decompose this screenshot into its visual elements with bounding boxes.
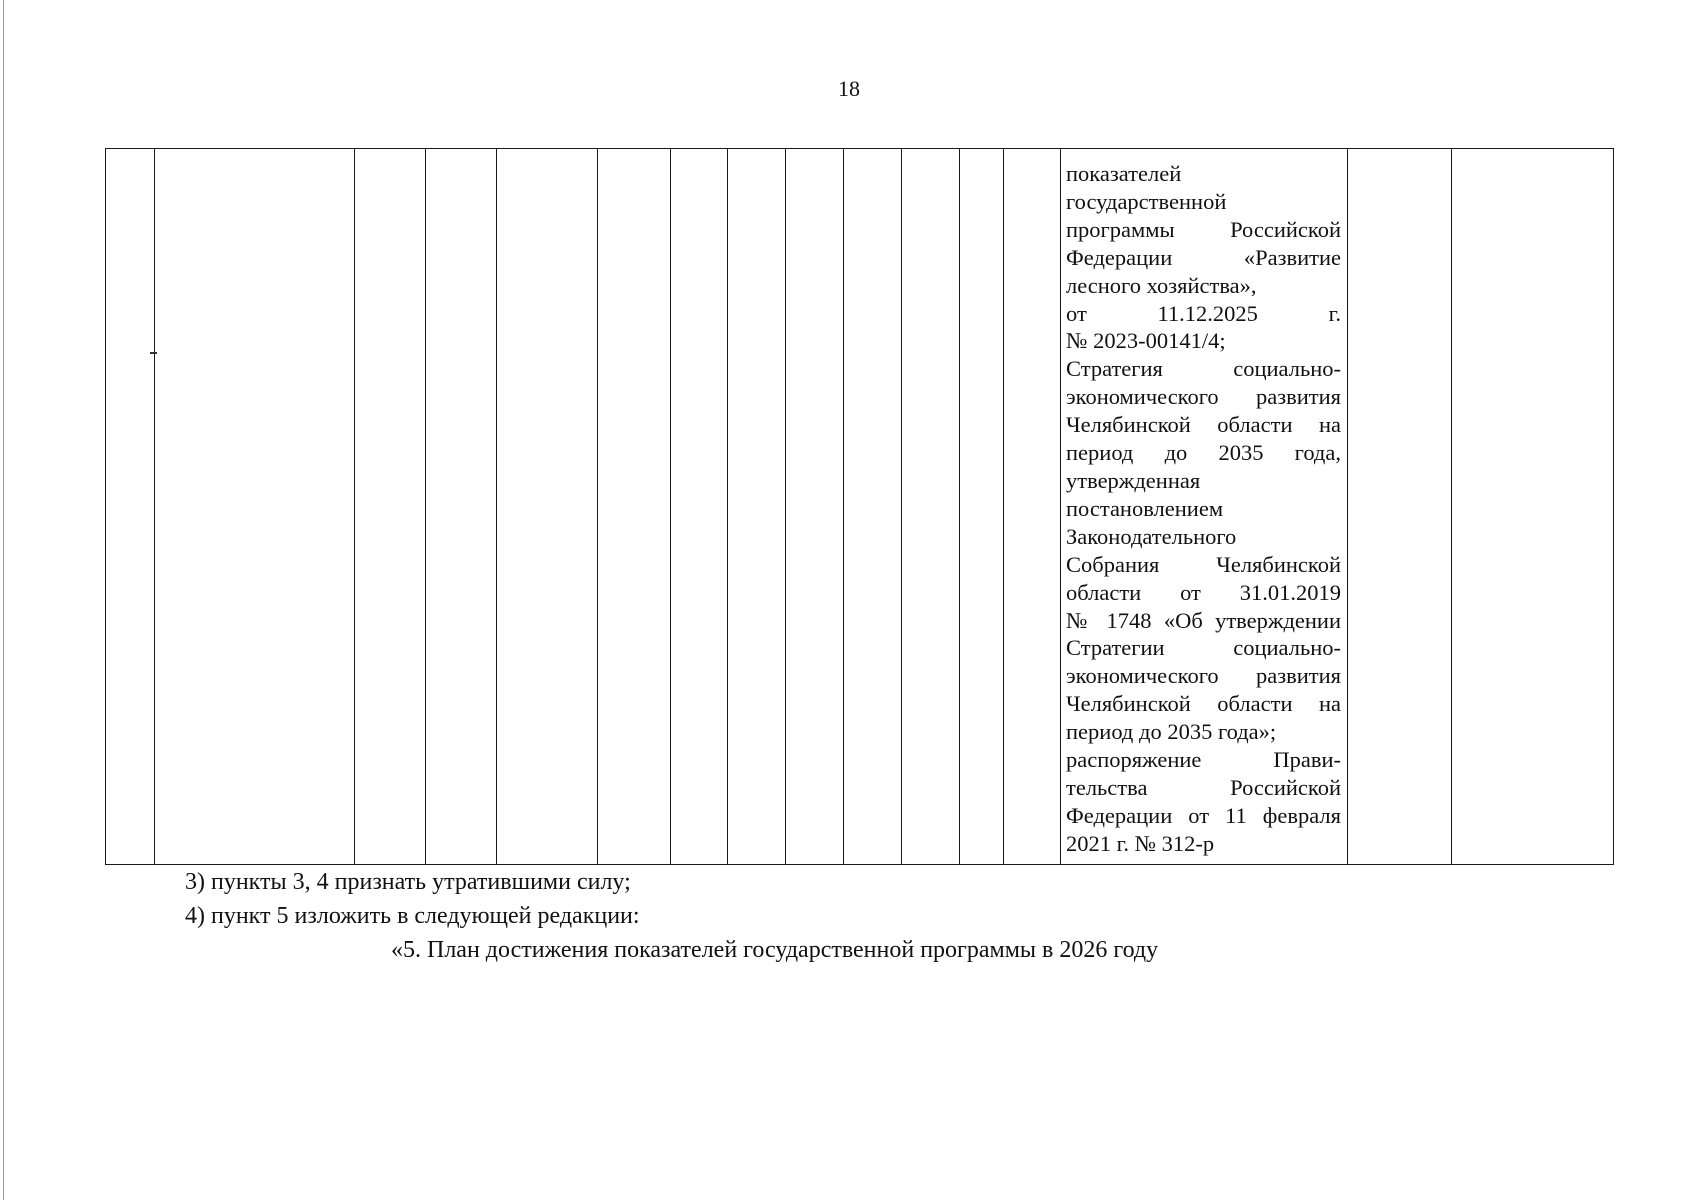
table-cell — [355, 149, 426, 865]
page-number: 18 — [838, 76, 860, 101]
table-cell — [598, 149, 671, 865]
section-heading: «5. План достижения показателей государственной программы в 2026 году — [391, 937, 1159, 963]
table-cell — [902, 149, 960, 865]
cell-line: Законодательного — [1066, 523, 1237, 549]
table-row — [106, 149, 1614, 865]
cell-line: распоряжение Прави- — [1066, 747, 1341, 773]
paragraph-item-3: 3) пункты 3, 4 признать утратившими силу; — [185, 869, 631, 895]
cell-line: Собрания Челябинской — [1066, 551, 1341, 577]
table-cell — [960, 149, 1004, 865]
cell-line: Стратегия социально- — [1066, 356, 1341, 382]
cell-line: 2021 г. № 312-р — [1066, 830, 1215, 856]
paragraph-item-4: 4) пункт 5 изложить в следующей редакции: — [185, 903, 640, 929]
cell-line: постановлением — [1066, 495, 1224, 521]
cell-line: утвержденная — [1066, 467, 1201, 493]
indicators-table — [105, 148, 1614, 865]
cell-line: программы Российской — [1066, 216, 1341, 242]
cell-line: Челябинской области на — [1066, 691, 1341, 717]
table-cell — [671, 149, 728, 865]
cell-line: № 1748 «Об утверждении — [1066, 607, 1341, 633]
scan-mark — [150, 352, 157, 354]
cell-line: от 11.12.2025 г. — [1066, 300, 1341, 326]
table-cell-name — [155, 149, 355, 865]
table-cell — [1004, 149, 1061, 865]
table-cell — [426, 149, 497, 865]
scan-edge — [3, 0, 4, 1200]
cell-line: Стратегии социально- — [1066, 635, 1341, 661]
cell-line: тельства Российской — [1066, 774, 1341, 800]
cell-line: экономического развития — [1066, 384, 1341, 410]
cell-line: Федерации «Развитие — [1066, 244, 1341, 270]
cell-line: области от 31.01.2019 — [1066, 579, 1341, 605]
cell-line: показателей — [1066, 161, 1182, 186]
table-cell — [1348, 149, 1452, 865]
cell-line: экономического развития — [1066, 663, 1341, 689]
table-cell — [1452, 149, 1614, 865]
table-cell — [786, 149, 844, 865]
cell-line: лесного хозяйства», — [1066, 272, 1257, 298]
table-cell — [497, 149, 598, 865]
cell-line: № 2023-00141/4; — [1066, 328, 1226, 354]
table-cell — [844, 149, 902, 865]
table-cell — [728, 149, 786, 865]
table-cell-documents — [1061, 149, 1348, 865]
cell-line: период до 2035 года»; — [1066, 719, 1277, 745]
cell-line: Федерации от 11 февраля — [1066, 802, 1341, 828]
cell-line: Челябинской области на — [1066, 412, 1341, 438]
cell-line: период до 2035 года, — [1066, 440, 1341, 466]
cell-line: государственной — [1066, 188, 1227, 214]
table-cell-number — [106, 149, 155, 865]
